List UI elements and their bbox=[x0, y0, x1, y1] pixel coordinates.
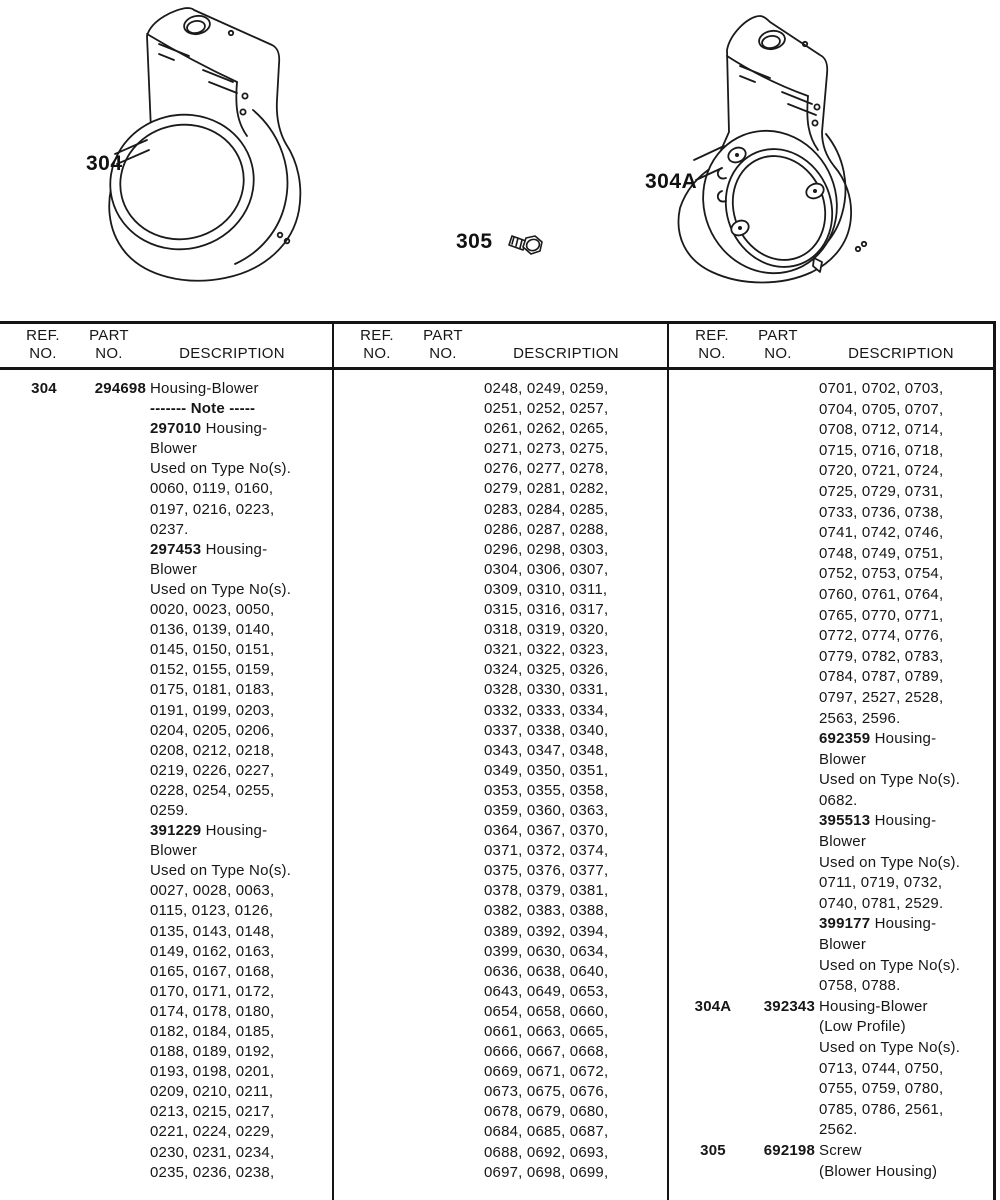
description-text: 0174, 0178, 0180, bbox=[150, 1002, 275, 1020]
table-line bbox=[0, 1083, 330, 1103]
description-text: 0666, 0667, 0668, bbox=[484, 1043, 609, 1061]
table-line bbox=[669, 998, 999, 1019]
table-line bbox=[0, 842, 330, 862]
table-line bbox=[0, 882, 330, 902]
description-text: 0684, 0685, 0687, bbox=[484, 1123, 609, 1141]
table-line bbox=[334, 521, 664, 541]
table-line bbox=[334, 420, 664, 440]
table-line bbox=[334, 762, 664, 782]
ref-header-no: NO. bbox=[698, 345, 726, 362]
table-line bbox=[0, 722, 330, 742]
description-text: ------- Note ----- bbox=[150, 400, 256, 418]
table-line bbox=[0, 440, 330, 460]
table-line bbox=[669, 977, 999, 998]
description-text: 0309, 0310, 0311, bbox=[484, 580, 608, 598]
table-line bbox=[334, 1164, 664, 1184]
description-text: 0371, 0372, 0374, bbox=[484, 842, 609, 860]
description-text: Housing-Blower bbox=[819, 997, 928, 1015]
table-line bbox=[669, 586, 999, 607]
table-line bbox=[334, 1123, 664, 1143]
table-line bbox=[0, 923, 330, 943]
table-line bbox=[0, 963, 330, 983]
description-text: 0230, 0231, 0234, bbox=[150, 1143, 275, 1161]
fig-305-label: 305 bbox=[456, 230, 493, 253]
part-no: 294698 bbox=[94, 380, 146, 397]
table-line bbox=[334, 983, 664, 1003]
description-text: 0752, 0753, 0754, bbox=[819, 565, 944, 583]
ref-no: 304 bbox=[31, 380, 57, 397]
part-header-no: NO. bbox=[95, 345, 123, 362]
table-line bbox=[669, 421, 999, 442]
table-line bbox=[334, 460, 664, 480]
description-text: 0733, 0736, 0738, bbox=[819, 503, 944, 521]
description-text: 0251, 0252, 0257, bbox=[484, 400, 609, 418]
description-text: Blower bbox=[819, 833, 867, 851]
part-header-no: NO. bbox=[429, 345, 457, 362]
description-text: 0135, 0143, 0148, bbox=[150, 922, 275, 940]
table-line bbox=[334, 943, 664, 963]
description-text: Blower bbox=[819, 936, 867, 954]
description-text: Blower bbox=[150, 440, 198, 458]
table-line bbox=[334, 1144, 664, 1164]
description-text: 0149, 0162, 0163, bbox=[150, 942, 275, 960]
description-text: 399177 Housing- bbox=[819, 915, 937, 933]
table-line bbox=[0, 902, 330, 922]
description-text: 0701, 0702, 0703, bbox=[819, 380, 944, 397]
description-text: 0136, 0139, 0140, bbox=[150, 621, 275, 639]
table-line bbox=[0, 943, 330, 963]
table-line bbox=[669, 565, 999, 586]
table-line bbox=[334, 722, 664, 742]
description-text: 0688, 0692, 0693, bbox=[484, 1143, 609, 1161]
description-text: 0271, 0273, 0275, bbox=[484, 440, 609, 458]
description-text: Used on Type No(s). bbox=[819, 771, 961, 789]
description-text: 0725, 0729, 0731, bbox=[819, 482, 944, 500]
ref-header: REF. bbox=[360, 327, 394, 344]
description-text: (Low Profile) bbox=[819, 1018, 906, 1036]
table-line bbox=[334, 501, 664, 521]
blower-housing-304-illustration bbox=[85, 4, 335, 296]
description-text: 395513 Housing- bbox=[819, 812, 937, 830]
table-line bbox=[669, 854, 999, 875]
description-text: 0213, 0215, 0217, bbox=[150, 1103, 275, 1121]
table-line bbox=[0, 1063, 330, 1083]
table-line bbox=[334, 581, 664, 601]
table-line bbox=[669, 401, 999, 422]
table-line bbox=[334, 380, 664, 400]
description-text: 0315, 0316, 0317, bbox=[484, 601, 609, 619]
table-line bbox=[0, 1164, 330, 1184]
description-text: 0283, 0284, 0285, bbox=[484, 500, 609, 518]
description-text: 0353, 0355, 0358, bbox=[484, 781, 609, 799]
table-line bbox=[0, 581, 330, 601]
description-text: 0654, 0658, 0660, bbox=[484, 1002, 609, 1020]
table-line bbox=[669, 751, 999, 772]
description-text: 0711, 0719, 0732, bbox=[819, 874, 943, 892]
description-text: 0715, 0716, 0718, bbox=[819, 441, 944, 459]
table-line bbox=[334, 561, 664, 581]
description-text: 0027, 0028, 0063, bbox=[150, 882, 275, 900]
table-line bbox=[334, 641, 664, 661]
part-no: 392343 bbox=[763, 997, 815, 1015]
description-header: DESCRIPTION bbox=[179, 345, 285, 362]
table-line bbox=[0, 1103, 330, 1123]
table-line bbox=[334, 541, 664, 561]
table-line bbox=[0, 501, 330, 521]
description-text: 0364, 0367, 0370, bbox=[484, 822, 609, 840]
table-header-col2 bbox=[334, 326, 666, 368]
description-text: 0779, 0782, 0783, bbox=[819, 647, 944, 665]
description-header: DESCRIPTION bbox=[848, 345, 954, 362]
table-line bbox=[669, 545, 999, 566]
description-text: 2563, 2596. bbox=[819, 709, 901, 727]
table-line bbox=[669, 1039, 999, 1060]
table-line bbox=[669, 1121, 999, 1142]
table-line bbox=[0, 681, 330, 701]
description-text: 0349, 0350, 0351, bbox=[484, 761, 609, 779]
description-header: DESCRIPTION bbox=[513, 345, 619, 362]
description-text: Used on Type No(s). bbox=[150, 862, 292, 880]
fig-304a-label: 304A bbox=[645, 170, 698, 193]
blower-housing-304a-illustration bbox=[630, 14, 890, 302]
description-text: 0188, 0189, 0192, bbox=[150, 1043, 275, 1061]
table-line bbox=[334, 400, 664, 420]
table-line bbox=[0, 1123, 330, 1143]
description-text: 391229 Housing- bbox=[150, 822, 268, 840]
table-line bbox=[0, 1023, 330, 1043]
table-line bbox=[334, 862, 664, 882]
description-text: 0713, 0744, 0750, bbox=[819, 1059, 944, 1077]
description-text: 0673, 0675, 0676, bbox=[484, 1083, 609, 1101]
description-text: 0678, 0679, 0680, bbox=[484, 1103, 609, 1121]
description-text: 0328, 0330, 0331, bbox=[484, 681, 609, 699]
description-text: 0170, 0171, 0172, bbox=[150, 982, 275, 1000]
table-line bbox=[334, 480, 664, 500]
description-text: 0261, 0262, 0265, bbox=[484, 420, 609, 438]
description-text: Used on Type No(s). bbox=[819, 956, 961, 974]
description-text: 0152, 0155, 0159, bbox=[150, 661, 275, 679]
description-text: 0175, 0181, 0183, bbox=[150, 681, 275, 699]
description-text: 0279, 0281, 0282, bbox=[484, 480, 609, 498]
description-text: Blower bbox=[150, 842, 198, 860]
description-text: 0755, 0759, 0780, bbox=[819, 1080, 944, 1098]
table-column-2 bbox=[334, 380, 664, 1184]
table-line bbox=[334, 923, 664, 943]
table-line bbox=[669, 504, 999, 525]
description-text: 0228, 0254, 0255, bbox=[150, 781, 275, 799]
table-line bbox=[0, 541, 330, 561]
description-text: 0060, 0119, 0160, bbox=[150, 480, 274, 498]
table-line bbox=[0, 601, 330, 621]
description-text: Housing-Blower bbox=[150, 380, 259, 397]
description-text: 0359, 0360, 0363, bbox=[484, 801, 609, 819]
table-line bbox=[0, 420, 330, 440]
description-text: 0321, 0322, 0323, bbox=[484, 641, 609, 659]
table-line bbox=[334, 440, 664, 460]
part-header: PART bbox=[423, 327, 463, 344]
table-line bbox=[669, 1018, 999, 1039]
description-text: 0661, 0663, 0665, bbox=[484, 1023, 609, 1040]
description-text: 0720, 0721, 0724, bbox=[819, 462, 944, 480]
ref-no: 304A bbox=[694, 997, 732, 1015]
description-text: 0165, 0167, 0168, bbox=[150, 962, 275, 980]
table-line bbox=[669, 648, 999, 669]
screw-305-illustration bbox=[502, 228, 548, 260]
table-line bbox=[334, 702, 664, 722]
description-text: 0209, 0210, 0211, bbox=[150, 1083, 274, 1101]
description-text: 0318, 0319, 0320, bbox=[484, 621, 609, 639]
table-line bbox=[669, 689, 999, 710]
description-text: 0332, 0333, 0334, bbox=[484, 701, 609, 719]
housing-304a-bottom-dot-1 bbox=[856, 247, 860, 251]
ref-header: REF. bbox=[26, 327, 60, 344]
description-text: 0785, 0786, 2561, bbox=[819, 1100, 944, 1118]
table-line bbox=[0, 621, 330, 641]
description-text: 0337, 0338, 0340, bbox=[484, 721, 609, 739]
table-line bbox=[334, 1103, 664, 1123]
description-text: 0765, 0770, 0771, bbox=[819, 606, 944, 624]
description-text: 0643, 0649, 0653, bbox=[484, 982, 609, 1000]
table-line bbox=[669, 874, 999, 895]
table-line bbox=[334, 1023, 664, 1043]
table-line bbox=[0, 1003, 330, 1023]
table-line bbox=[669, 792, 999, 813]
description-text: 0248, 0249, 0259, bbox=[484, 380, 609, 397]
table-line bbox=[0, 1144, 330, 1164]
table-line bbox=[0, 661, 330, 681]
description-text: 0708, 0712, 0714, bbox=[819, 421, 944, 439]
description-text: 297010 Housing- bbox=[150, 420, 268, 438]
table-line bbox=[0, 521, 330, 541]
table-line bbox=[334, 782, 664, 802]
table-line bbox=[0, 702, 330, 722]
description-text: 0197, 0216, 0223, bbox=[150, 500, 275, 518]
table-line bbox=[669, 627, 999, 648]
description-text: 0389, 0392, 0394, bbox=[484, 922, 609, 940]
description-text: 0115, 0123, 0126, bbox=[150, 902, 274, 920]
part-no: 692198 bbox=[763, 1141, 815, 1159]
table-line bbox=[669, 1101, 999, 1122]
table-line bbox=[334, 621, 664, 641]
table-line bbox=[0, 380, 330, 400]
description-text: 692359 Housing- bbox=[819, 730, 937, 748]
description-text: 0221, 0224, 0229, bbox=[150, 1123, 275, 1141]
description-text: 0276, 0277, 0278, bbox=[484, 460, 609, 478]
table-line bbox=[669, 483, 999, 504]
table-line bbox=[0, 480, 330, 500]
table-line bbox=[0, 641, 330, 661]
description-text: 0697, 0698, 0699, bbox=[484, 1163, 609, 1181]
part-header: PART bbox=[89, 327, 129, 344]
table-line bbox=[334, 742, 664, 762]
description-text: 0324, 0325, 0326, bbox=[484, 661, 609, 679]
description-text: Blower bbox=[150, 560, 198, 578]
table-line bbox=[669, 1060, 999, 1081]
table-line bbox=[669, 462, 999, 483]
table-line bbox=[669, 1080, 999, 1101]
description-text: 0682. bbox=[819, 791, 858, 809]
table-line bbox=[669, 895, 999, 916]
table-top-rule bbox=[0, 321, 996, 324]
description-text: Used on Type No(s). bbox=[819, 1039, 961, 1056]
table-line bbox=[0, 862, 330, 882]
description-text: 0235, 0236, 0238, bbox=[150, 1163, 275, 1181]
table-line bbox=[0, 983, 330, 1003]
table-line bbox=[669, 710, 999, 731]
description-text: 0772, 0774, 0776, bbox=[819, 627, 944, 645]
description-text: 0204, 0205, 0206, bbox=[150, 721, 275, 739]
table-line bbox=[334, 1063, 664, 1083]
table-line bbox=[669, 1142, 999, 1163]
description-text: 0740, 0781, 2529. bbox=[819, 894, 944, 912]
part-header: PART bbox=[758, 327, 798, 344]
description-text: 0784, 0787, 0789, bbox=[819, 668, 944, 686]
description-text: 0237. bbox=[150, 520, 189, 538]
table-line bbox=[0, 822, 330, 842]
description-text: 0760, 0761, 0764, bbox=[819, 585, 944, 603]
table-line bbox=[669, 607, 999, 628]
table-line bbox=[669, 833, 999, 854]
description-text: Screw bbox=[819, 1141, 862, 1159]
description-text: Blower bbox=[819, 750, 867, 768]
table-line bbox=[0, 742, 330, 762]
table-column-3 bbox=[669, 380, 999, 1183]
table-line bbox=[0, 802, 330, 822]
description-text: 0304, 0306, 0307, bbox=[484, 560, 609, 578]
table-line bbox=[0, 561, 330, 581]
description-text: 0286, 0287, 0288, bbox=[484, 520, 609, 538]
housing-304a-top-dot bbox=[803, 42, 807, 46]
table-header-col3 bbox=[669, 326, 1000, 368]
ref-header: REF. bbox=[695, 327, 729, 344]
description-text: 0182, 0184, 0185, bbox=[150, 1023, 275, 1040]
table-line bbox=[669, 812, 999, 833]
table-line bbox=[334, 802, 664, 822]
description-text: 0208, 0212, 0218, bbox=[150, 741, 275, 759]
table-line bbox=[334, 882, 664, 902]
description-text: 0704, 0705, 0707, bbox=[819, 400, 944, 418]
table-line bbox=[334, 661, 664, 681]
table-line bbox=[669, 936, 999, 957]
description-text: 0797, 2527, 2528, bbox=[819, 688, 944, 706]
table-line bbox=[669, 442, 999, 463]
table-line bbox=[0, 460, 330, 480]
table-line bbox=[334, 963, 664, 983]
description-text: 0669, 0671, 0672, bbox=[484, 1063, 609, 1081]
table-line bbox=[669, 771, 999, 792]
table-line bbox=[334, 842, 664, 862]
description-text: Used on Type No(s). bbox=[819, 853, 961, 871]
description-text: 0375, 0376, 0377, bbox=[484, 862, 609, 880]
table-line bbox=[669, 915, 999, 936]
part-header-no: NO. bbox=[764, 345, 792, 362]
table-line bbox=[669, 957, 999, 978]
description-text: 0399, 0630, 0634, bbox=[484, 942, 609, 960]
description-text: 0758, 0788. bbox=[819, 977, 901, 995]
description-text: 0378, 0379, 0381, bbox=[484, 882, 609, 900]
description-text: 0636, 0638, 0640, bbox=[484, 962, 609, 980]
description-text: Used on Type No(s). bbox=[150, 580, 292, 598]
description-text: 0382, 0383, 0388, bbox=[484, 902, 609, 920]
description-text: 0741, 0742, 0746, bbox=[819, 524, 944, 542]
table-line bbox=[334, 681, 664, 701]
description-text: 0296, 0298, 0303, bbox=[484, 540, 609, 558]
description-text: 0343, 0347, 0348, bbox=[484, 741, 609, 759]
description-text: 0191, 0199, 0203, bbox=[150, 701, 275, 719]
table-line bbox=[334, 902, 664, 922]
table-line bbox=[334, 601, 664, 621]
description-text: (Blower Housing) bbox=[819, 1162, 938, 1180]
description-text: 0748, 0749, 0751, bbox=[819, 544, 944, 562]
housing-304a-bottom-dot-2 bbox=[862, 242, 866, 246]
table-line bbox=[669, 380, 999, 401]
ref-header-no: NO. bbox=[29, 345, 57, 362]
table-line bbox=[669, 730, 999, 751]
description-text: 2562. bbox=[819, 1121, 858, 1139]
description-text: 0219, 0226, 0227, bbox=[150, 761, 275, 779]
description-text: 0020, 0023, 0050, bbox=[150, 601, 275, 619]
table-line bbox=[669, 1163, 999, 1184]
table-line bbox=[334, 1043, 664, 1063]
table-line bbox=[334, 1083, 664, 1103]
table-column-1 bbox=[0, 380, 330, 1184]
description-text: 297453 Housing- bbox=[150, 540, 268, 558]
table-line bbox=[0, 1043, 330, 1063]
description-text: 0259. bbox=[150, 801, 189, 819]
table-line bbox=[334, 1003, 664, 1023]
table-line bbox=[0, 400, 330, 420]
table-line bbox=[0, 782, 330, 802]
ref-no: 305 bbox=[700, 1141, 726, 1159]
description-text: Used on Type No(s). bbox=[150, 460, 292, 478]
table-line bbox=[0, 762, 330, 782]
table-line bbox=[669, 668, 999, 689]
table-header-col1 bbox=[0, 326, 332, 368]
description-text: 0145, 0150, 0151, bbox=[150, 641, 275, 659]
description-text: 0193, 0198, 0201, bbox=[150, 1063, 275, 1081]
table-line bbox=[669, 524, 999, 545]
ref-header-no: NO. bbox=[363, 345, 391, 362]
table-line bbox=[334, 822, 664, 842]
fig-304-label: 304 bbox=[86, 152, 123, 175]
